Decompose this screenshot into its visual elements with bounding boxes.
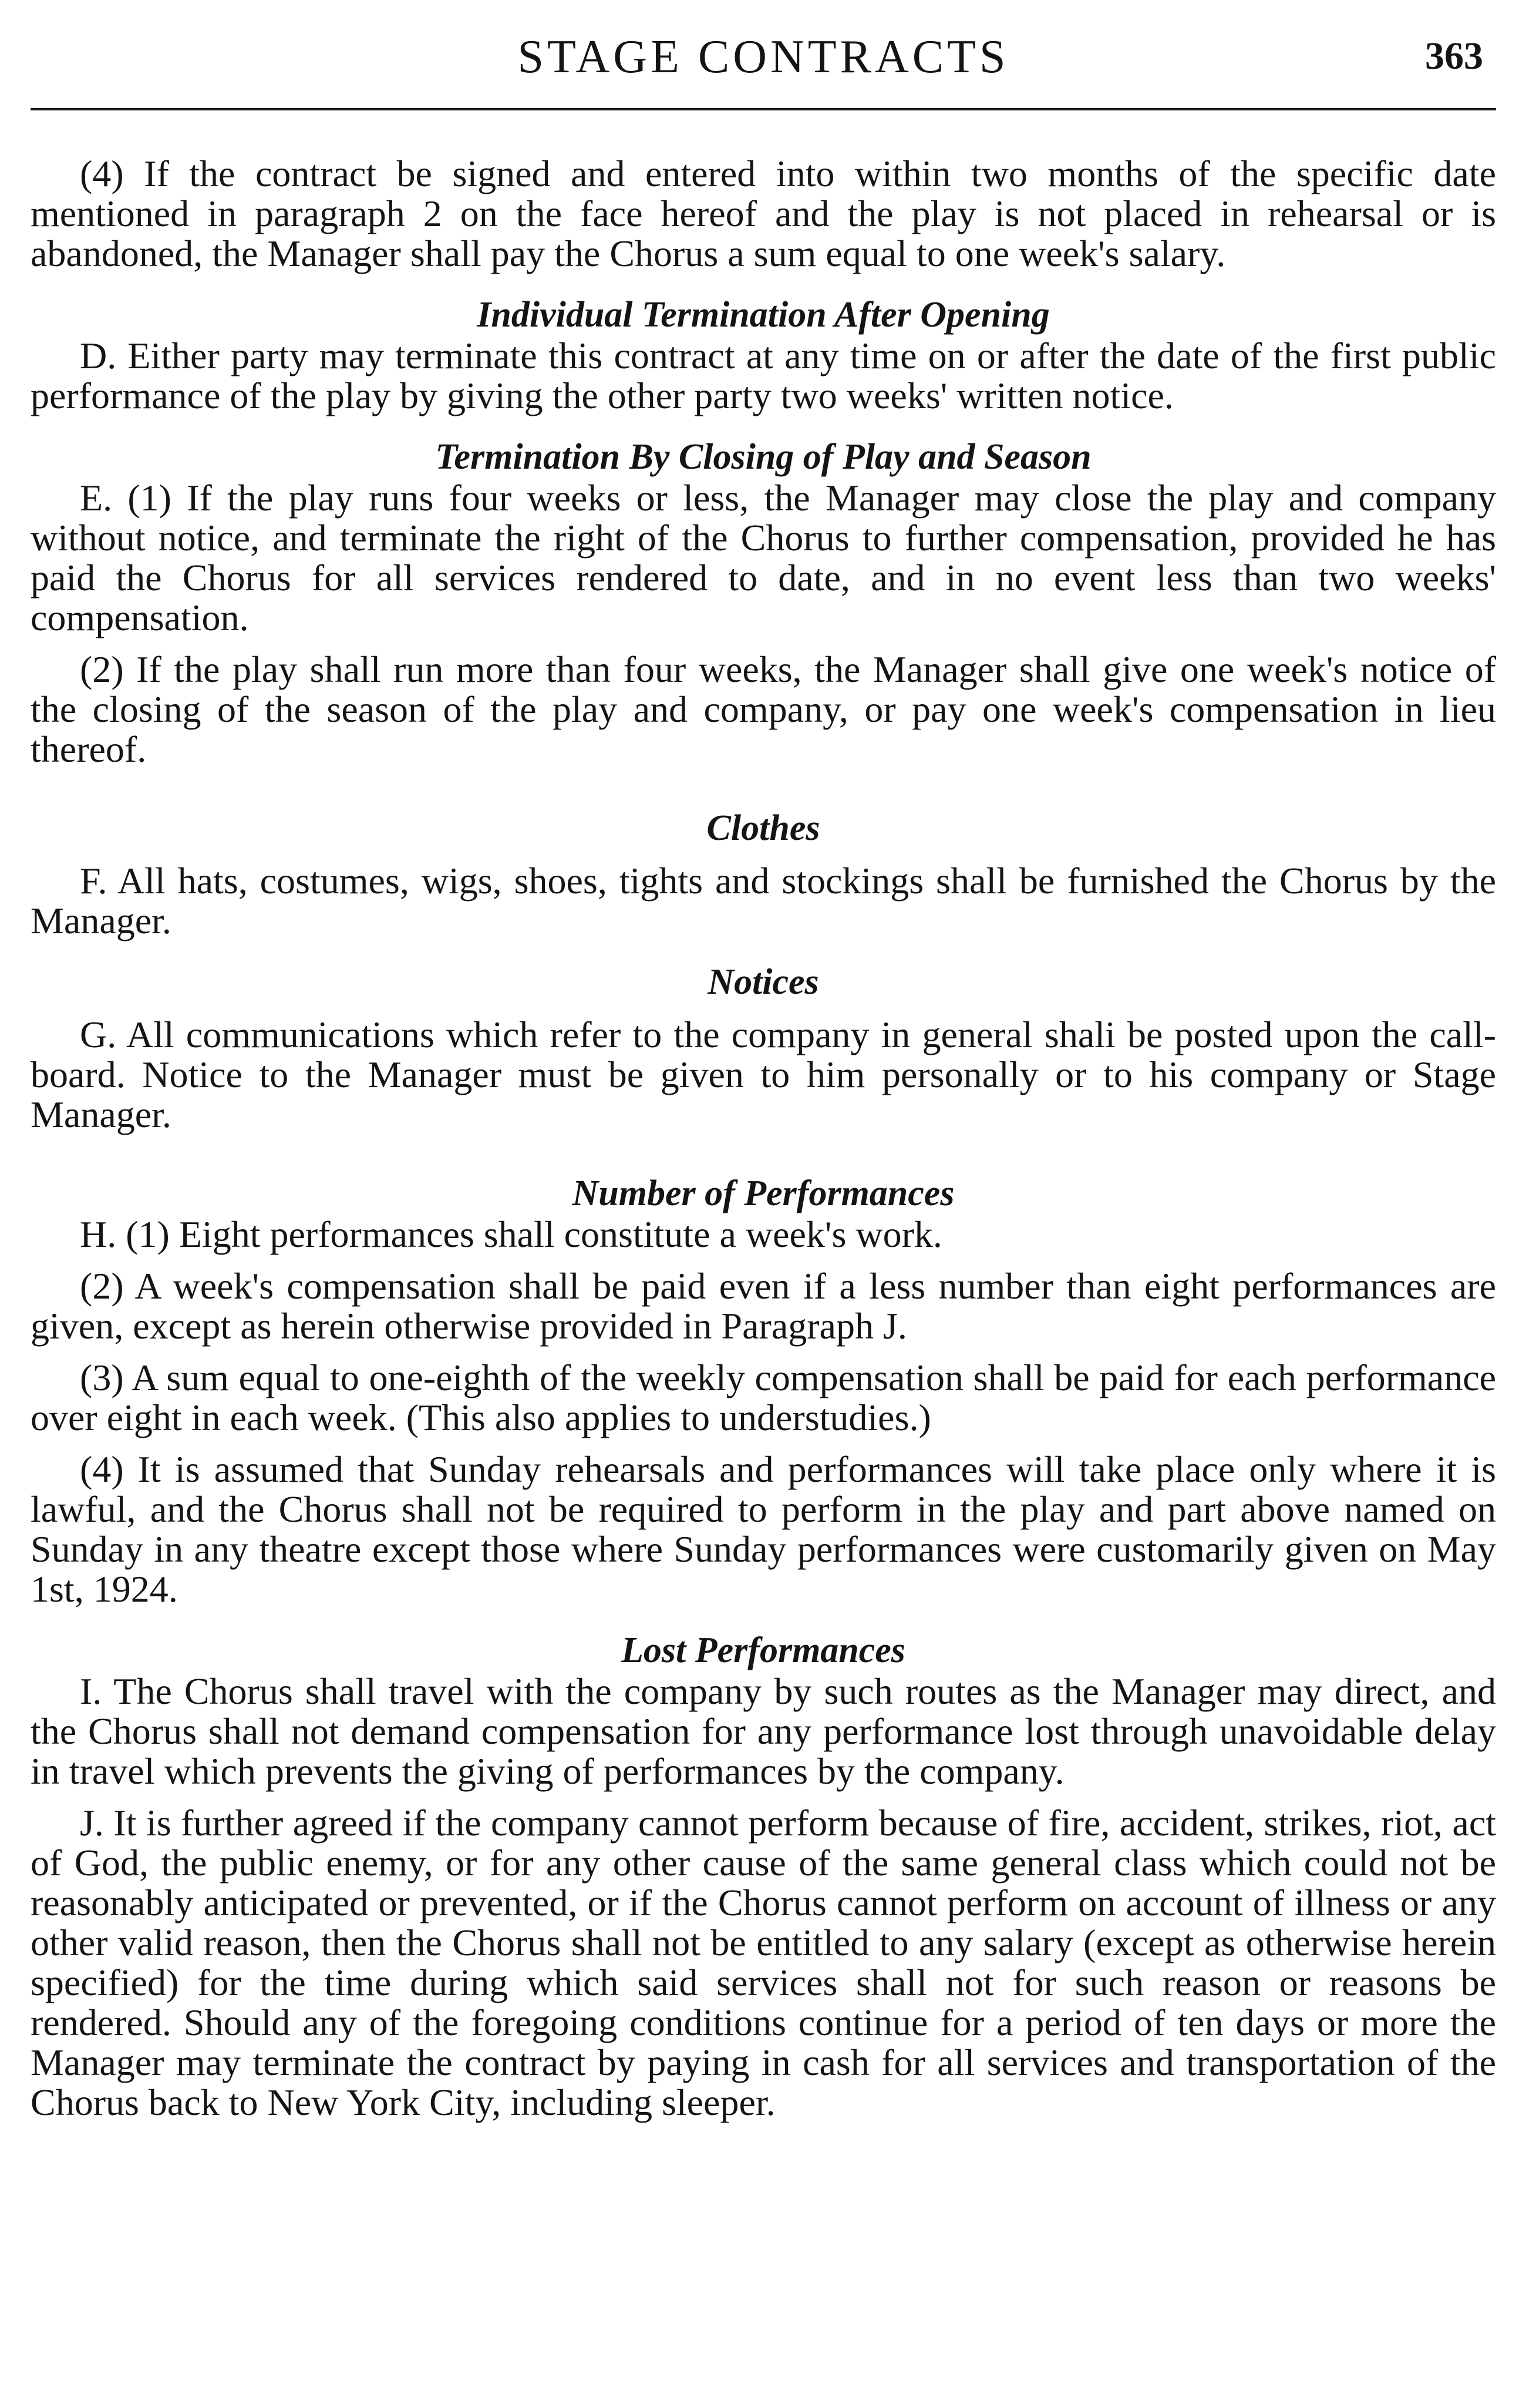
page-number: 363 [1425,35,1483,78]
paragraph-j: J. It is further agreed if the company cannot perform because of fire, accident, strikes, riot, act of God, the public enemy, or for any other cause of the same general class which could not be reasonably anticipated or prevented, or if the Chorus cannot perform on account of illness or any other valid reason, then the Chorus shall not be entitled to any salary (except as otherwise herein specified) for the time during which said services shall not for such reason or reasons be rendered. Should any of the foregoing conditions continue for a period of ten days or more the Manager may terminate the contract by paying in cash for all services and transportation of the Chorus back to New York City, including sleeper. [31,1802,1496,2123]
page-body [31,110,1496,2123]
paragraph-g: G. All communications which refer to the company in general shali be posted upon the call-board. Notice to the Manager must be given to him personally or to his company or Stage Manager. [31,1014,1496,1135]
running-title: STAGE CONTRACTS [517,31,1009,83]
paragraph-e2: (2) If the play shall run more than four weeks, the Manager shall give one week's notice of the closing of the season of the play and company, or pay one week's compensation in lieu thereof. [31,648,1496,770]
paragraph-c4: (4) If the contract be signed and entered into within two months of the specific date mentioned in paragraph 2 on the face hereof and the play is not placed in rehearsal or is abandoned, the Manager shall pay the Chorus a sum equal to one week's salary. [31,153,1496,274]
paragraph-f: F. All hats, costumes, wigs, shoes, tights and stockings shall be furnished the Chorus by the Manager. [31,860,1496,941]
section-heading-termination-by-closing: Termination By Closing of Play and Season [435,437,1092,477]
paragraph-h4: (4) It is assumed that Sunday rehearsals and performances will take place only where it is lawful, and the Chorus shall not be required to perform in the play and part above named on Sunday in any theatre except those where Sunday performances were customarily given on May 1st, 1924. [31,1448,1496,1610]
paragraph-h3: (3) A sum equal to one-eighth of the weekly compensation shall be paid for each performance over eight in each week. (This also applies to understudies.) [31,1357,1496,1438]
paragraph-d: D. Either party may terminate this contract at any time on or after the date of the first public performance of the play by giving the other party two weeks' written notice. [31,335,1496,416]
paragraph-i: I. The Chorus shall travel with the company by such routes as the Manager may direct, and the Chorus shall not demand compensation for any performance lost through unavoidable delay in travel which prevents the giving of performances by the company. [31,1670,1496,1792]
paragraph-h1: H. (1) Eight performances shall constitute a week's work. [80,1213,942,1255]
section-heading-notices: Notices [708,962,819,1002]
running-header [31,31,1496,110]
section-heading-number-of-performances: Number of Performances [572,1173,955,1213]
section-heading-clothes: Clothes [706,808,820,848]
section-heading-lost-performances: Lost Performances [621,1630,905,1670]
paragraph-e1: E. (1) If the play runs four weeks or less, the Manager may close the play and company without notice, and terminate the right of the Chorus to further compensation, provided he has paid the Chorus for all services rendered to date, and in no event less than two weeks' compensation. [31,477,1496,638]
section-heading-individual-termination: Individual Termination After Opening [477,295,1050,335]
paragraph-h2: (2) A week's compensation shall be paid even if a less number than eight performances are given, except as herein otherwise provided in Paragraph J. [31,1265,1496,1347]
